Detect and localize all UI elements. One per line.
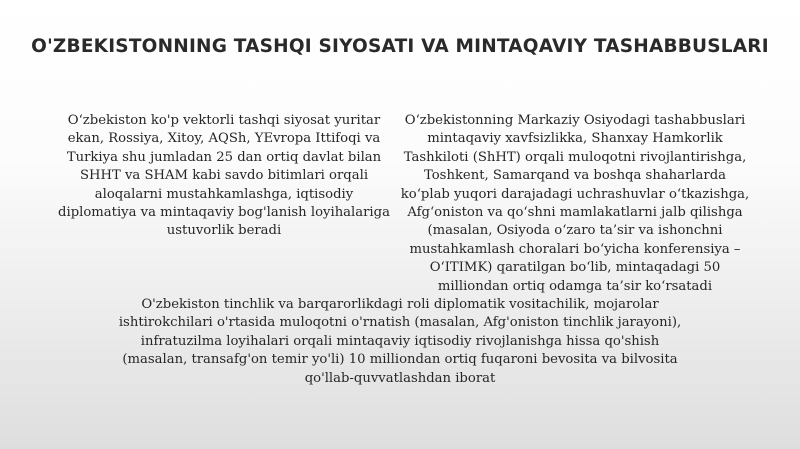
left-column-text: O‘zbekiston ko'p vektorli tashqi siyosat yuritar ekan, Rossiya, Xitoy, AQSh, YEvropa Ittifoqi va Turkiya shu jumladan 25 dan ortiq davlat bilan SHHT va SHAM kabi savdo bitimlari orqali aloqalarni mustahkamlashga, iqtisodiy diplomatiya va mintaqaviy bog'lanish loyihalariga ustuvorlik beradi bbox=[58, 113, 390, 239]
bottom-paragraph-text: O'zbekiston tinchlik va barqarorlikdagi roli diplomatik vositachilik, mojarolar ishtirokchilari o'rtasida muloqotni o'rnatish (masalan, Afg'oniston tinchlik jarayoni), infratuzilma loyihalari orqali mintaqaviy iqtisodiy rivojlanishga hissa qo'shish (masalan, transafg'on temir yo'li) 10 milliondan ortiq fuqaroni bevosita va bilvosita qo'llab-quvvatlashdan iborat bbox=[118, 297, 682, 386]
slide-title: O'ZBEKISTONNING TASHQI SIYOSATI VA MINTAQAVIY TASHABBUSLARI bbox=[31, 36, 769, 57]
right-column-text: O‘zbekistonning Markaziy Osiyodagi tashabbuslari mintaqaviy xavfsizlikka, Shanxay Hamkorlik Tashkiloti (ShHT) orqali muloqotni rivojlantirishga, Toshkent, Samarqand va boshqa shaharlarda ko‘plab yuqori darajadagi uchrashuvlar o‘tkazishga, Afg‘oniston va qo‘shni mamlakatlarni jalb qilishga (masalan, Osiyoda o‘zaro ta’sir va ishonchni mustahkamlash choralari bo‘yicha konferensiya – O‘ITIMK) qaratilgan bo‘lib, mintaqadagi 50 milliondan ortiq odamga ta’sir ko‘rsatadi bbox=[400, 113, 750, 294]
